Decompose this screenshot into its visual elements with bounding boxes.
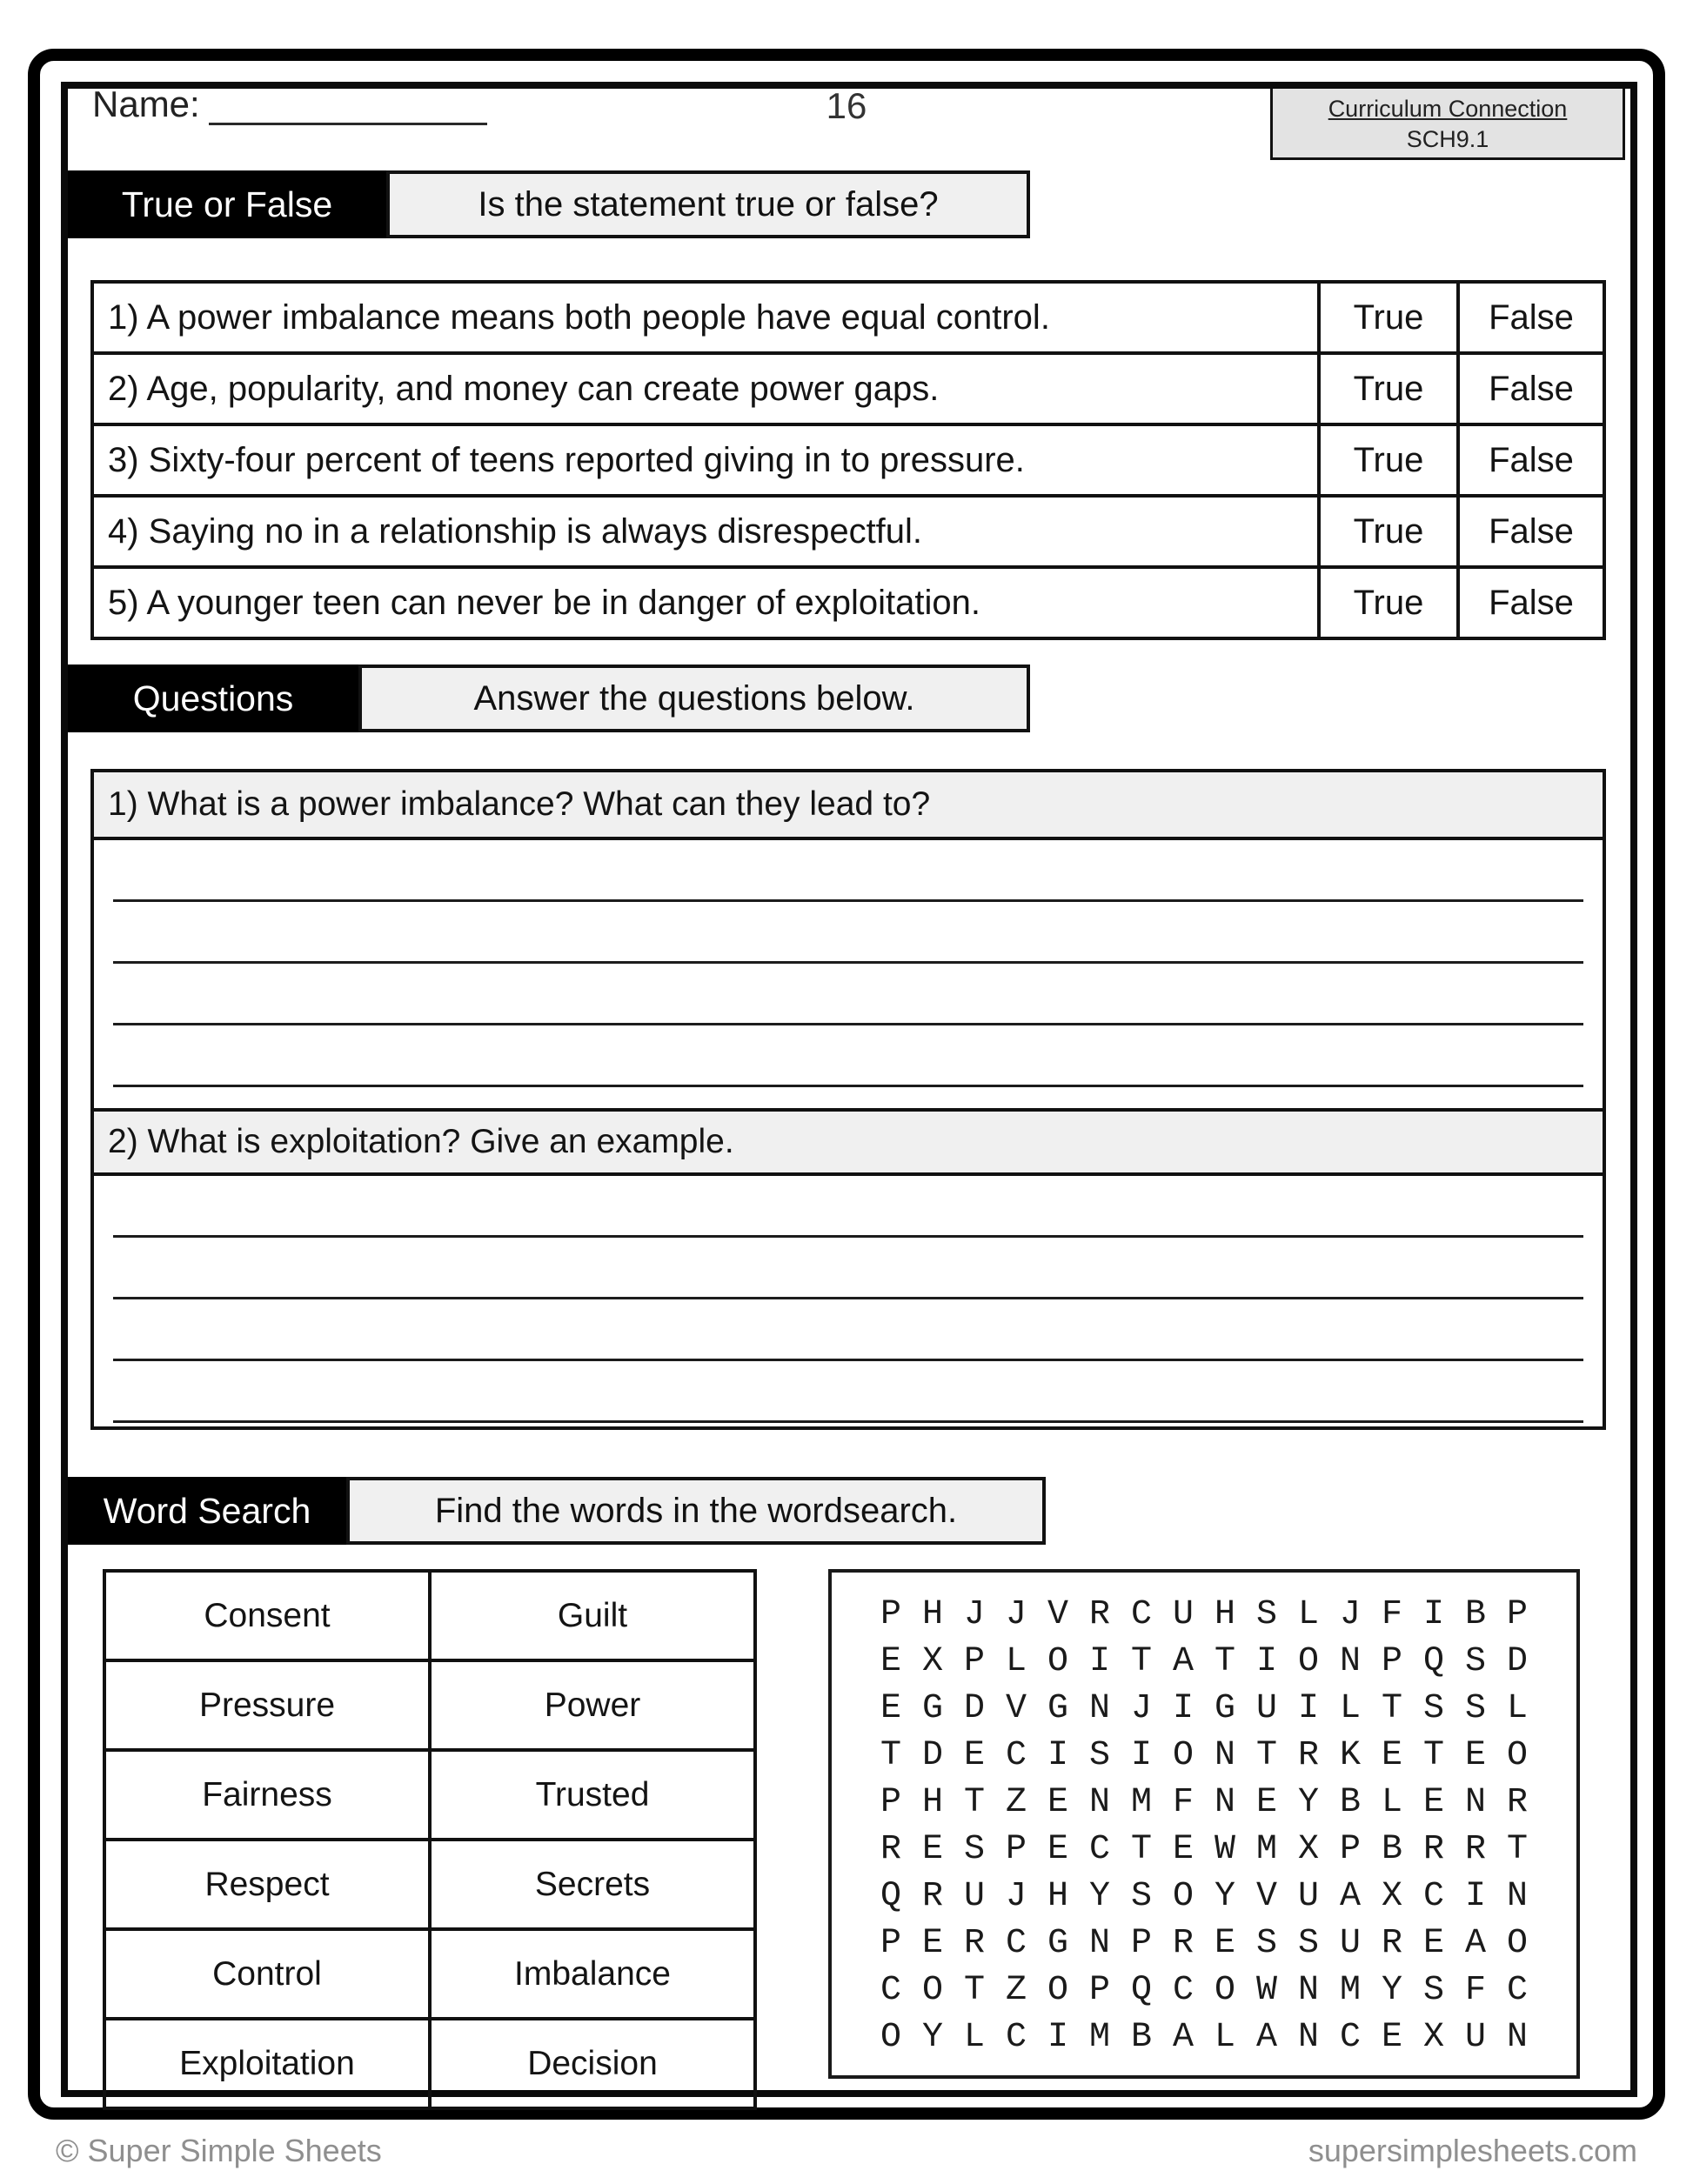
word-search-section-label: Word Search [68, 1477, 346, 1545]
grid-row: E G D V G N J I G U I L T S S L [880, 1689, 1529, 1728]
statement-text: 5) A younger teen can never be in danger of exploitation. [92, 567, 1319, 638]
table-row [92, 282, 1604, 353]
answer-line[interactable] [113, 1176, 1583, 1238]
answer-line[interactable] [113, 1299, 1583, 1361]
answer-line[interactable] [113, 1361, 1583, 1423]
word-item: Pressure [104, 1660, 430, 1750]
false-option[interactable]: False [1458, 282, 1604, 353]
statement-text: 2) Age, popularity, and money can create power gaps. [92, 353, 1319, 424]
word-list-table [103, 1569, 757, 2110]
copyright-text: © Super Simple Sheets [56, 2133, 382, 2168]
word-item: Exploitation [104, 2019, 430, 2108]
question-prompt: 1) What is a power imbalance? What can they lead to? [94, 772, 1603, 840]
answer-line[interactable] [113, 1025, 1583, 1087]
grid-row: P E R C G N P R E S S U R E A O [880, 1924, 1529, 1963]
word-item: Respect [104, 1840, 430, 1929]
answer-line[interactable] [113, 902, 1583, 964]
curriculum-title: Curriculum Connection [1328, 96, 1568, 122]
website-link[interactable]: supersimplesheets.com [1308, 2133, 1637, 2168]
word-item: Trusted [430, 1750, 755, 1840]
grid-row: C O T Z O P Q C O W N M Y S F C [880, 1971, 1529, 2010]
grid-row: P H T Z E N M F N E Y B L E N R [880, 1783, 1529, 1822]
word-search-grid[interactable] [828, 1569, 1580, 2079]
true-option[interactable]: True [1319, 424, 1458, 496]
page-number: 16 [826, 85, 867, 126]
grid-row: E X P L O I T A T I O N P Q S D [880, 1642, 1529, 1681]
true-option[interactable]: True [1319, 496, 1458, 567]
word-item: Consent [104, 1571, 430, 1660]
false-option[interactable]: False [1458, 424, 1604, 496]
table-row [104, 1750, 755, 1840]
true-option[interactable]: True [1319, 282, 1458, 353]
table-row [104, 2019, 755, 2108]
answer-line[interactable] [113, 840, 1583, 902]
word-item: Decision [430, 2019, 755, 2108]
questions-section-label: Questions [68, 665, 358, 732]
answer-line[interactable] [113, 964, 1583, 1025]
statement-text: 3) Sixty-four percent of teens reported giving in to pressure. [92, 424, 1319, 496]
question-1-answer-area [94, 840, 1603, 1087]
true-false-instruction: Is the statement true or false? [386, 170, 1030, 238]
word-item: Imbalance [430, 1929, 755, 2019]
grid-row: Q R U J H Y S O Y V U A X C I N [880, 1877, 1529, 1916]
question-2-answer-area [94, 1176, 1603, 1423]
table-row [104, 1571, 755, 1660]
word-item: Fairness [104, 1750, 430, 1840]
table-row [104, 1660, 755, 1750]
name-label: Name: [92, 83, 200, 124]
true-option[interactable]: True [1319, 353, 1458, 424]
curriculum-connection-box [1270, 89, 1625, 160]
true-false-section-label: True or False [68, 170, 386, 238]
word-item: Control [104, 1929, 430, 2019]
false-option[interactable]: False [1458, 567, 1604, 638]
grid-row: T D E C I S I O N T R K E T E O [880, 1736, 1529, 1775]
questions-box [90, 769, 1606, 1430]
word-item: Power [430, 1660, 755, 1750]
table-row [104, 1929, 755, 2019]
curriculum-code: SCH9.1 [1406, 126, 1489, 152]
table-row [92, 496, 1604, 567]
false-option[interactable]: False [1458, 496, 1604, 567]
table-row [92, 424, 1604, 496]
questions-instruction: Answer the questions below. [358, 665, 1030, 732]
false-option[interactable]: False [1458, 353, 1604, 424]
table-row [92, 567, 1604, 638]
grid-row: R E S P E C T E W M X P B R R T [880, 1830, 1529, 1869]
word-search-instruction: Find the words in the wordsearch. [346, 1477, 1046, 1545]
table-row [92, 353, 1604, 424]
statement-text: 4) Saying no in a relationship is always disrespectful. [92, 496, 1319, 567]
true-option[interactable]: True [1319, 567, 1458, 638]
grid-row: O Y L C I M B A L A N C E X U N [880, 2018, 1529, 2057]
question-prompt: 2) What is exploitation? Give an example. [94, 1108, 1603, 1176]
statement-text: 1) A power imbalance means both people have equal control. [92, 282, 1319, 353]
answer-line[interactable] [113, 1238, 1583, 1299]
word-item: Guilt [430, 1571, 755, 1660]
word-item: Secrets [430, 1840, 755, 1929]
true-false-table [90, 280, 1606, 640]
table-row [104, 1840, 755, 1929]
grid-row: P H J J V R C U H S L J F I B P [880, 1595, 1529, 1634]
